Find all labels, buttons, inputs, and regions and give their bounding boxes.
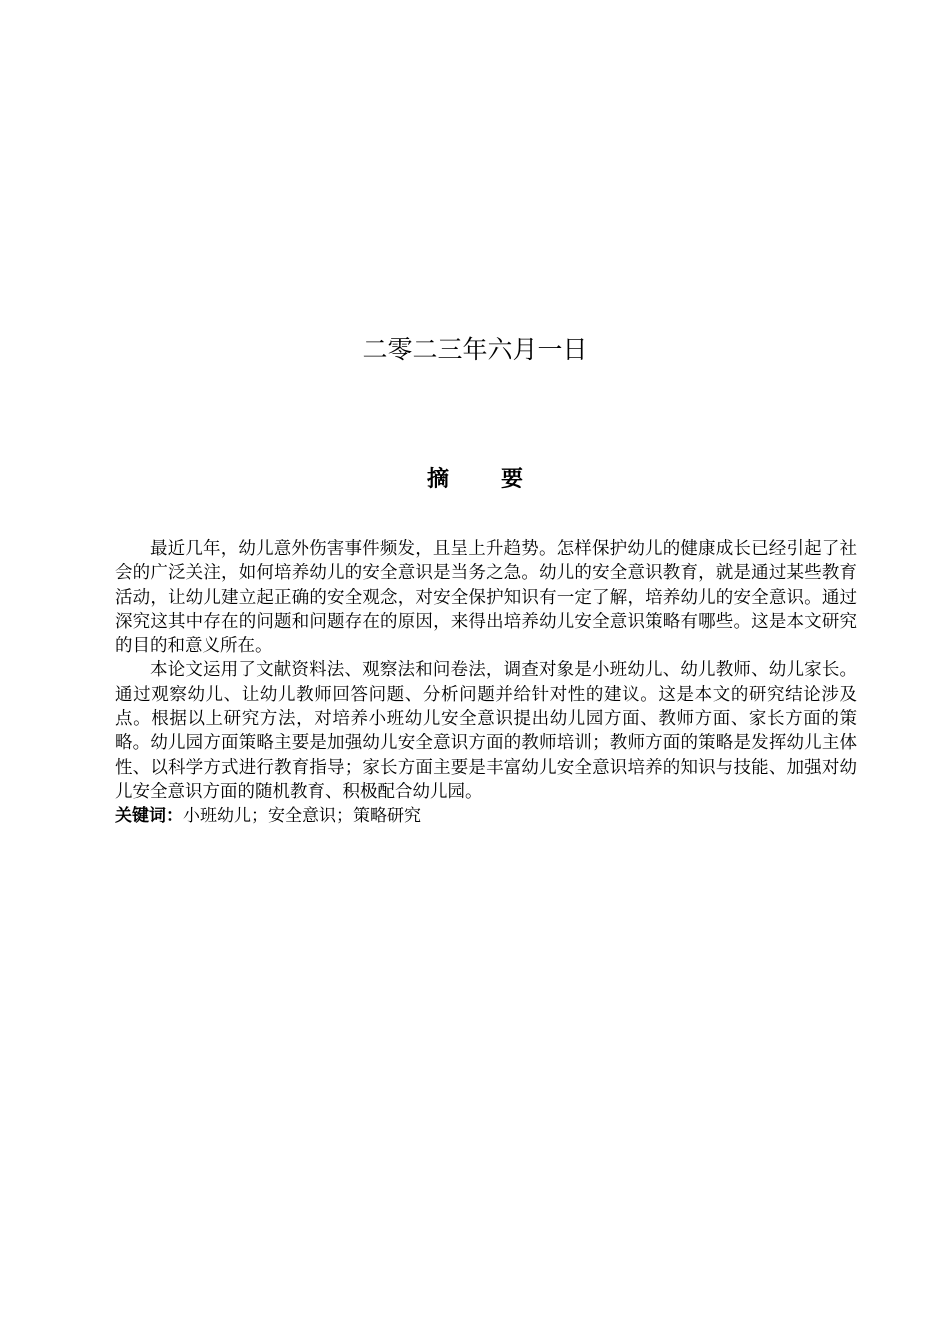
keywords-label: 关键词： [115,806,183,827]
abstract-paragraph-2: 本论文运用了文献资料法、观察法和问卷法，调查对象是小班幼儿、幼儿教师、幼儿家长。通过观察幼儿、让幼儿教师回答问题、分析问题并给针对性的建议。这是本文的研究结论涉及点。根据以上研究方法，对培养小班幼儿安全意识提出幼儿园方面、教师方面、家长方面的策略。幼儿园方面策略主要是加强幼儿安全意识方面的教师培训；教师方面的策略是发挥幼儿主体性、以科学方式进行教育指导；家长方面主要是丰富幼儿安全意识培养的知识与技能、加强对幼儿安全意识方面的随机教育、积极配合幼儿园。 [115,660,857,802]
keywords-line [115,804,857,828]
date-line: 二零二三年六月一日 [362,335,588,364]
keywords-text: 小班幼儿；安全意识；策略研究 [183,806,421,827]
abstract-paragraph-1: 最近几年，幼儿意外伤害事件频发，且呈上升趋势。怎样保护幼儿的健康成长已经引起了社会的广泛关注，如何培养幼儿的安全意识是当务之急。幼儿的安全意识教育，就是通过某些教育活动，让幼儿建立起正确的安全观念，对安全保护知识有一定了解，培养幼儿的安全意识。通过深究这其中存在的问题和问题存在的原因，来得出培养幼儿安全意识策略有哪些。这是本文研究的目的和意义所在。 [115,539,857,657]
abstract-title: 摘要 [426,467,575,492]
abstract-body [115,537,857,829]
